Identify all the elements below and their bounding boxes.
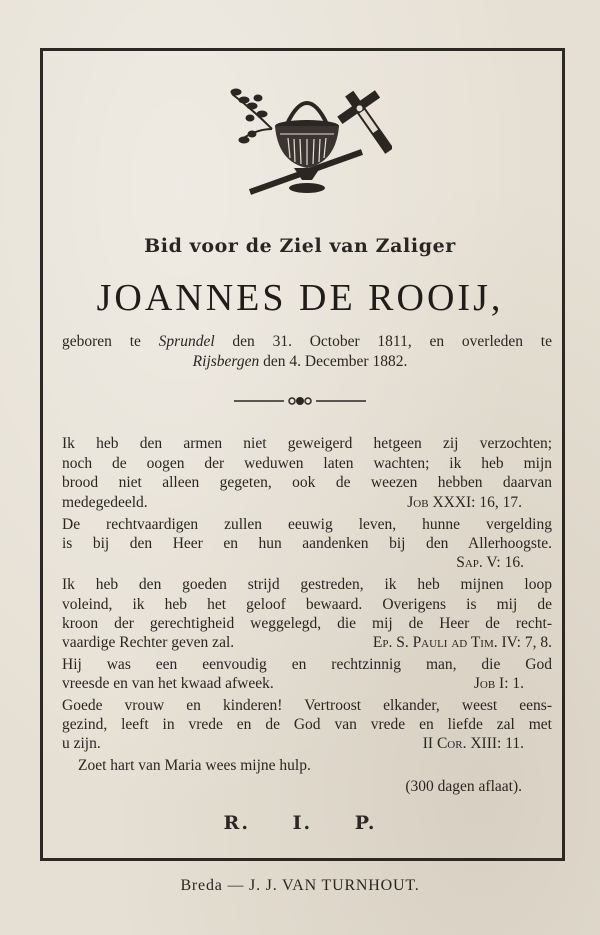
- verse-line: is bij den Heer en hun aandenken bij den Allerhoogste.: [62, 535, 552, 552]
- verse-line: Ik heb den goeden strijd gestreden, ik heb mijnen loop: [62, 576, 552, 593]
- printer-imprint: Breda — J. J. VAN TURNHOUT.: [180, 877, 420, 894]
- indulgence: (300 dagen aflaat).: [405, 778, 522, 795]
- citation: Job XXXI: 16, 17.: [407, 494, 522, 511]
- birth-place: Sprundel: [158, 333, 215, 350]
- citation: Sap. V: 16.: [456, 554, 524, 571]
- ornamental-divider-icon: [232, 394, 368, 408]
- rip-letter: R.: [223, 812, 250, 834]
- verse-line: u zijn.: [62, 735, 101, 752]
- verse-line: Ik heb den armen niet geweigerd hetgeen zij verzochten;: [62, 435, 552, 452]
- verse-line: vreesde en van het kwaad afweek.: [62, 675, 274, 692]
- verse-line: Goede vrouw en kinderen! Vertroost elkander, weest eens-: [62, 697, 552, 714]
- verse-line: vaardige Rechter geven zal.: [62, 634, 235, 651]
- death-line: Rijsbergen den 4. December 1882.: [192, 353, 408, 370]
- title: Bid voor de Ziel van Zaliger: [144, 235, 456, 257]
- death-place: Rijsbergen: [192, 353, 260, 370]
- citation: II Cor. XIII: 11.: [422, 735, 524, 752]
- birth-line: geboren te Sprundel den 31. October 1811, en overleden te: [62, 333, 552, 350]
- verse-line: medegedeeld.: [62, 494, 148, 511]
- verse-line: De rechtvaardigen zullen eeuwig leven, hunne vergelding: [62, 516, 552, 533]
- verse-line: brood niet alleen gegeten, ook de weezen hebben daarvan: [62, 474, 552, 491]
- holy-water-vessel-with-crucifix-icon: [222, 84, 392, 204]
- rip-letter: P.: [354, 812, 377, 834]
- verse-line: noch de oogen der weduwen laten wachten; ik heb mijn: [62, 455, 552, 472]
- verse-line: voleind, ik heb het geloof bewaard. Overigens is mij de: [62, 596, 552, 613]
- deceased-name: JOANNES DE ROOIJ,: [96, 277, 504, 319]
- verse-line: gezind, leeft in vrede en de God van vrede en liefde zal met: [62, 716, 552, 733]
- citation: Ep. S. Pauli ad Tim. IV: 7, 8.: [372, 634, 552, 651]
- prayer-line: Zoet hart van Maria wees mijne hulp.: [78, 757, 311, 774]
- rip-initials: [0, 812, 600, 834]
- citation: Job I: 1.: [473, 675, 524, 692]
- verse-line: kroon der gerechtigheid weggelegd, die mij de Heer de recht-: [62, 615, 552, 632]
- verse-line: Hij was een eenvoudig en rechtzinnig man, die God: [62, 656, 552, 673]
- rip-letter: I.: [292, 812, 313, 834]
